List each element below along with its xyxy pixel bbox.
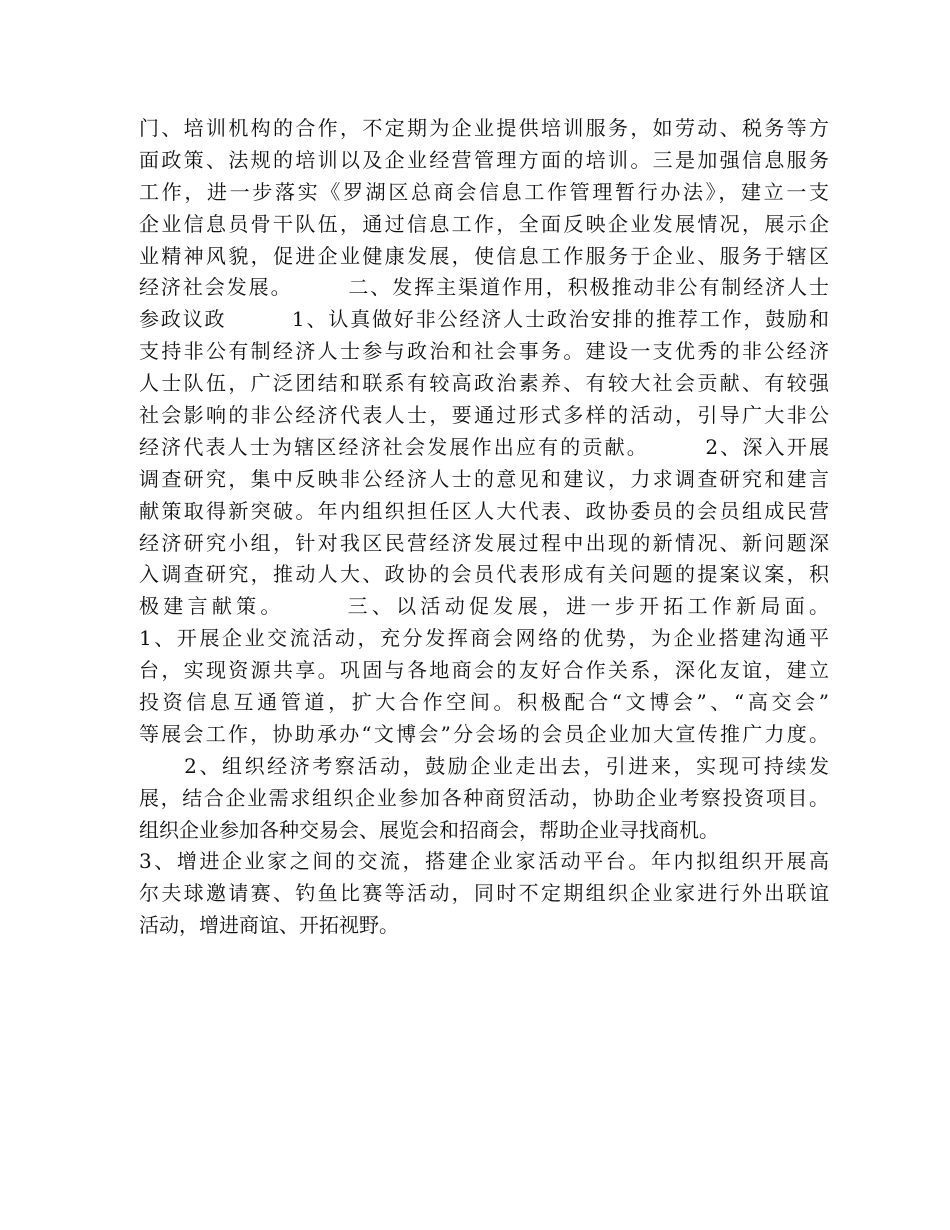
text-line: 活动，增进商谊、开拓视野。 [139,913,399,938]
text-line: 组织企业参加各种交易会、展览会和招商会，帮助企业寻找商机。 [139,817,719,842]
text-line: 投资信息互通管道，扩大合作空间。积极配合“文博会”、“高交会” [139,690,829,715]
text-line: 人士队伍，广泛团结和联系有较高政治素养、有较大社会贡献、有较强 [139,371,829,396]
text-line: 台，实现资源共享。巩固与各地商会的友好合作关系，深化友谊，建立 [139,658,829,683]
body-text [139,113,829,942]
text-line: 极建言献策。 三、以活动促发展，进一步开拓工作新局面。 [139,594,829,619]
text-line: 经济代表人士为辖区经济社会发展作出应有的贡献。 2、深入开展 [139,434,829,459]
text-line: 经济社会发展。 二、发挥主渠道作用，积极推动非公有制经济人士 [139,275,829,300]
text-line: 等展会工作，协助承办“文博会”分会场的会员企业加大宣传推广力度。 [139,721,829,746]
text-line: 尔夫球邀请赛、钓鱼比赛等活动，同时不定期组织企业家进行外出联谊 [139,881,829,906]
text-line: 门、培训机构的合作，不定期为企业提供培训服务，如劳动、税务等方 [139,116,829,140]
text-line: 企业信息员骨干队伍，通过信息工作，全面反映企业发展情况，展示企 [139,211,829,236]
text-line: 参政议政 1、认真做好非公经济人士政治安排的推荐工作，鼓励和 [139,307,829,332]
text-line: 社会影响的非公经济代表人士，要通过形式多样的活动，引导广大非公 [139,403,829,428]
text-line: 面政策、法规的培训以及企业经营管理方面的培训。三是加强信息服务 [139,147,829,172]
text-line: 支持非公有制经济人士参与政治和社会事务。建设一支优秀的非公经济 [139,339,829,364]
text-line: 工作，进一步落实《罗湖区总商会信息工作管理暂行办法》，建立一支 [139,179,829,204]
text-line: 献策取得新突破。年内组织担任区人大代表、政协委员的会员组成民营 [139,498,829,523]
text-line: 业精神风貌，促进企业健康发展，使信息工作服务于企业、服务于辖区 [139,243,829,268]
text-line: 调查研究，集中反映非公经济人士的意见和建议，力求调查研究和建言 [139,466,829,491]
text-line: 3、增进企业家之间的交流，搭建企业家活动平台。年内拟组织开展高 [139,849,829,874]
text-line: 2、组织经济考察活动，鼓励企业走出去，引进来，实现可持续发 [139,753,829,778]
text-line: 展，结合企业需求组织企业参加各种商贸活动，协助企业考察投资项目。 [139,785,829,810]
text-line: 经济研究小组，针对我区民营经济发展过程中出现的新情况、新问题深 [139,530,829,555]
text-line: 1、开展企业交流活动，充分发挥商会网络的优势，为企业搭建沟通平 [139,626,829,651]
text-line: 入调查研究，推动人大、政协的会员代表形成有关问题的提案议案，积 [139,562,829,587]
